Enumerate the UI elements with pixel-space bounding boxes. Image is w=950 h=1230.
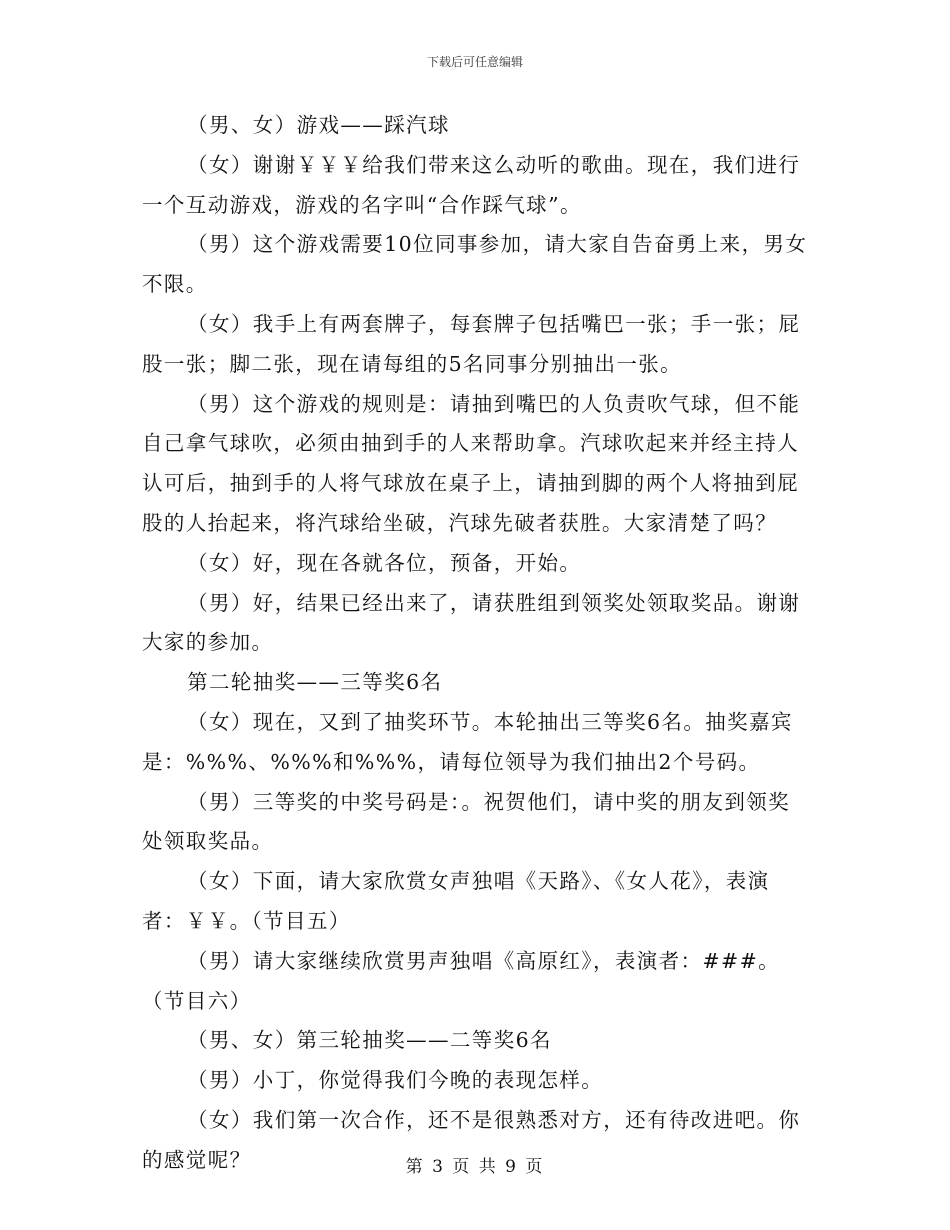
paragraph-7: （男）好，结果已经出来了，请获胜组到领奖处领取奖品。谢谢大家的参加。 bbox=[142, 590, 801, 655]
section-heading-round-2: 第二轮抽奖——三等奖6名 bbox=[187, 670, 443, 695]
page-header: 下载后可任意编辑 bbox=[426, 55, 523, 69]
paragraph-14: （男）小丁，你觉得我们今晚的表现怎样。 bbox=[187, 1068, 604, 1093]
paragraph-2: （女）谢谢￥￥￥给我们带来这么动听的歌曲。现在，我们进行一个互动游戏，游戏的名字叫“合作踩气球”。 bbox=[142, 152, 801, 217]
paragraph-10: （男）三等奖的中奖号码是：。祝贺他们，请中奖的朋友到领奖处领取奖品。 bbox=[142, 789, 791, 854]
paragraph-13: （男、女）第三轮抽奖——二等奖6名 bbox=[187, 1028, 552, 1053]
paragraph-3: （男）这个游戏需要10位同事参加，请大家自告奋勇上来，男女不限。 bbox=[142, 232, 808, 297]
paragraph-11: （女）下面，请大家欣赏女声独唱《天路》、《女人花》，表演者：￥￥。（节目五） bbox=[142, 869, 770, 933]
paragraph-6: （女）好，现在各就各位，预备，开始。 bbox=[187, 550, 582, 575]
paragraph-1: （男、女）游戏——踩汽球 bbox=[187, 113, 450, 137]
paragraph-15: （女）我们第一次合作，还不是很熟悉对方，还有待改进吧。你的感觉呢？ bbox=[142, 1107, 801, 1172]
page-number-footer: 第 3 页 共 9 页 bbox=[405, 1157, 545, 1177]
paragraph-9: （女）现在，又到了抽奖环节。本轮抽出三等奖6名。抽奖嘉宾是：%%%、%%%和%%%，请每位领导为我们抽出2个号码。 bbox=[142, 709, 793, 774]
document-body bbox=[142, 106, 808, 1181]
paragraph-5: （男）这个游戏的规则是：请抽到嘴巴的人负责吹气球，但不能自己拿气球吹，必须由抽到手的人来帮助拿。汽球吹起来并经主持人认可后，抽到手的人将气球放在桌子上，请抽到脚的两个人将抽到屁股的人抬起来，将汽球给坐破，汽球先破者获胜。大家清楚了吗？ bbox=[142, 391, 801, 535]
paragraph-12: （男）请大家继续欣赏男声独唱《高原红》，表演者：###。（节目六） bbox=[142, 948, 781, 1013]
paragraph-4: （女）我手上有两套牌子，每套牌子包括嘴巴一张；手一张；屁股一张；脚二张，现在请每组的5名同事分别抽出一张。 bbox=[142, 311, 801, 376]
